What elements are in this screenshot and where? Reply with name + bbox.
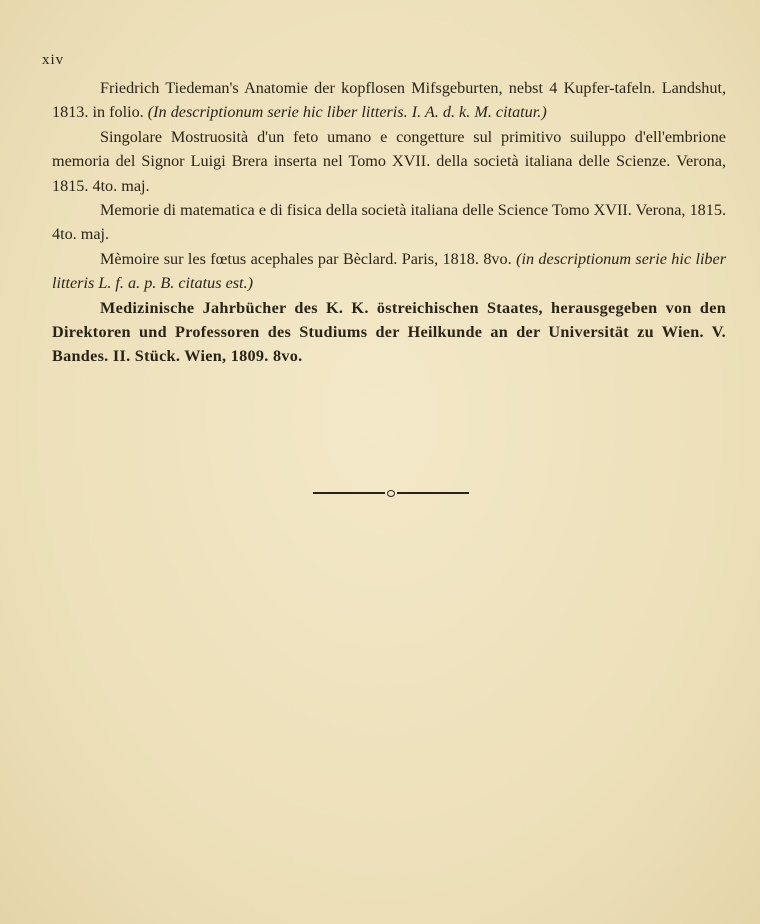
page-number: xiv xyxy=(42,52,65,68)
entry-text: Mèmoire sur les fœtus acephales par Bèclard. Paris, 1818. 8vo. xyxy=(100,249,512,268)
bibliography-entry xyxy=(52,125,726,198)
divider-line-right xyxy=(397,492,469,494)
bibliography-entry xyxy=(52,198,726,247)
entry-note: (In descriptionum serie hic liber litteris. I. A. d. k. M. citatur.) xyxy=(147,103,547,122)
entry-note: (in descriptionum serie hic liber litteris L. f. a. p. B. citatus est.) xyxy=(52,249,727,293)
divider-ornament-icon xyxy=(385,489,397,497)
bibliography-entry xyxy=(52,76,726,125)
entry-text: Friedrich Tiedeman's Anatomie der kopflosen Mifsgeburten, nebst 4 Kupfer-tafeln. Landshut, 1813. in folio. xyxy=(52,79,726,122)
entry-text: Medizinische Jahrbücher des K. K. östreichischen Staates, herausgegeben von den Direktoren und Professoren des Studiums der Heilkunde an der Universität zu Wien. V. Bandes. II. Stück. Wien, 1809. 8vo. xyxy=(52,298,726,366)
bibliography-list xyxy=(52,76,726,369)
bibliography-entry xyxy=(52,247,726,296)
divider-line-left xyxy=(313,492,385,494)
entry-text: Singolare Mostruosità d'un feto umano e congetture sul primitivo suiluppo d'ell'embrione memoria del Signor Luigi Brera inserta nel Tomo XVII. della società italiana delle Scienze. Verona, 1815. 4to. maj. xyxy=(52,127,726,195)
entry-text: Memorie di matematica e di fisica della società italiana delle Science Tomo XVII. Verona, 1815. 4to. maj. xyxy=(52,201,726,244)
bibliography-entry xyxy=(52,296,726,369)
section-divider xyxy=(313,489,469,497)
